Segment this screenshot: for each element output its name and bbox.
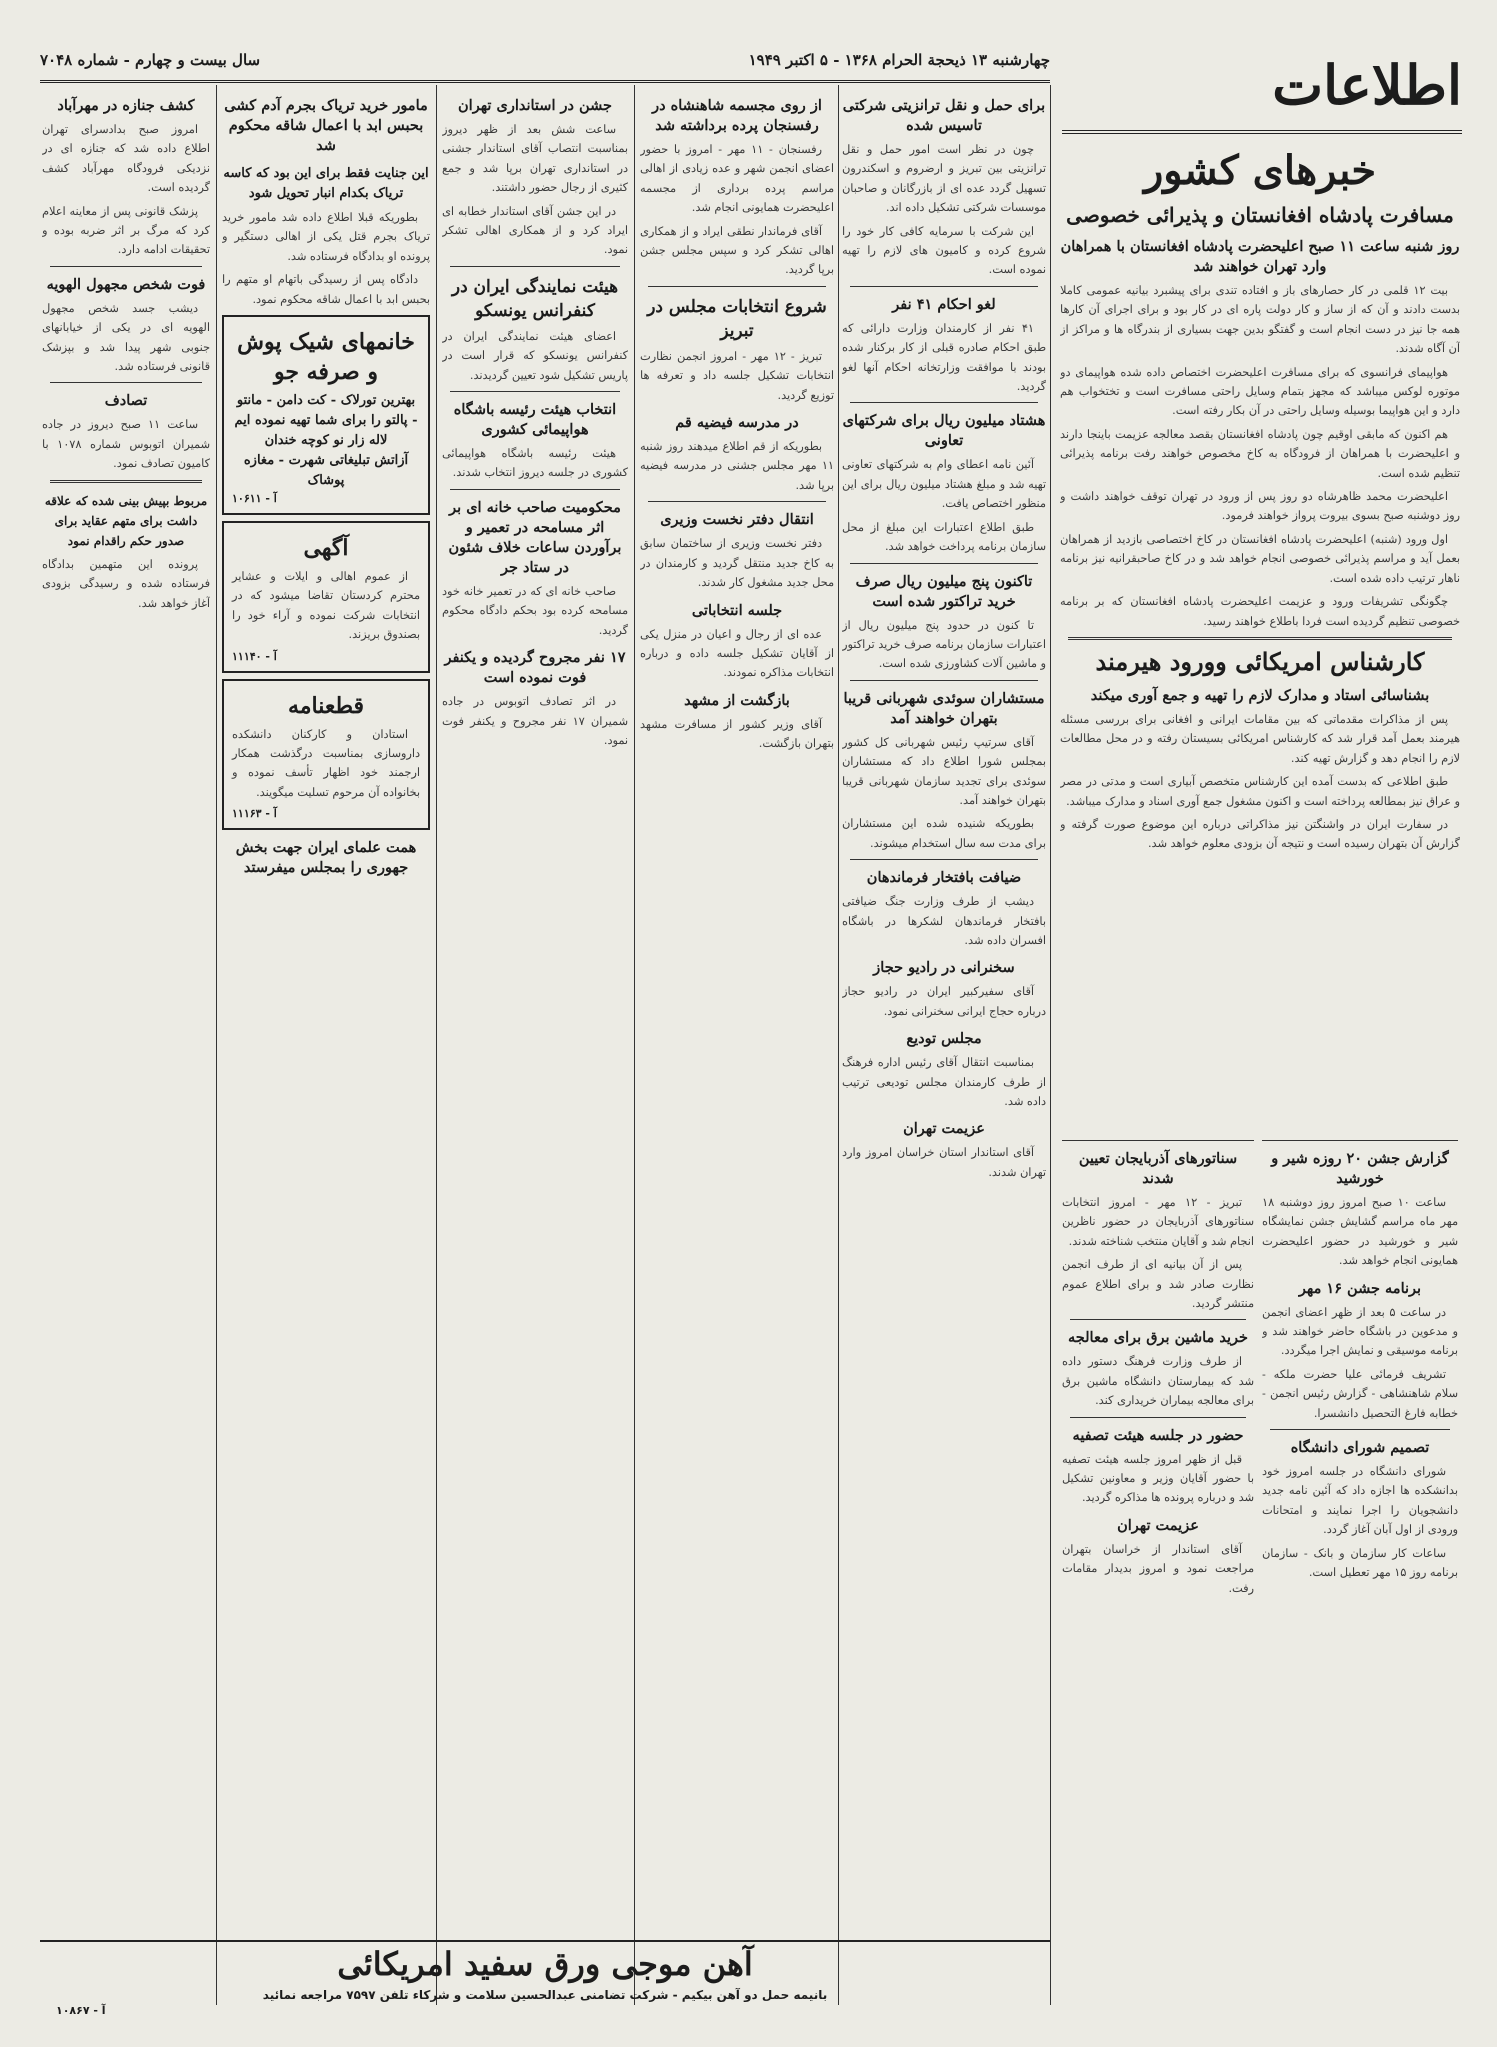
divider xyxy=(850,859,1038,860)
fashion-ad xyxy=(222,315,430,515)
lead-body: بیت ۱۲ قلمی در کار حصارهای باز و افتاده تندی برای پیشبرد بیانیه عمومی کاملا بدست دادند و آن که از ساز و کار دولت پاره ای در کار بود و برای اجرای آن کارها همه جا نیز در دست انجام است و گفتگو بدین جهت بسیاری از بندرگاه ها و مراکز از آن آگاه شدند. هواپیمای فرانسوی که برای مسافرت اعلیحضرت اختصاص داده شده هواپیمای دو موتوره لوکس میباشد که مجهز بتمام وسایل راحتی مسافرت است و تختخواب هم دارد و این هواپیما بوسیله وسایل راحتی در آن بکار رفته است. هم اکنون که مابقی اوقیم چون پادشاه افغانستان بقصد معالجه عزیمت باینجا دارند و اعلیحضرت با همراهان از فرودگاه به کاخ مخصوص خواهند رفت برنامه پذیرائی تنظیم شده است. اعلیحضرت محمد ظاهرشاه دو روز پس از ورود در تهران توقف خواهند داشت و روز دوشنبه صبح بسوی بیروت پرواز خواهند فرمود. اول ورود (شنبه) اعلیحضرت پادشاه افغانستان در کاخ اختصاصی بازدید از همراهان بعمل آید و مراسم پذیرائی خصوصی انجام خواهد شد و در کاخ صاحبقرانیه نیز برنامه ناهار ترتیب داده شده است. چگونگی تشریفات ورود و عزیمت اعلیحضرت پادشاه افغانستان که بر برنامه خصوصی تنظیم گردیده است فردا باطلاع خواهند رسید. xyxy=(1060,284,1460,628)
divider xyxy=(1070,1417,1246,1418)
divider xyxy=(50,382,202,383)
celebration-headline: گزارش جشن ۲۰ روزه شیر و خورشید xyxy=(1271,1150,1449,1187)
faiziyeh-headline: در مدرسه فیضیه قم xyxy=(675,414,799,432)
verdict-body: صاحب خانه ای که در تعمیر خانه خود مسامحه کرده بود بحکم دادگاه محکوم گردید. xyxy=(442,584,628,637)
injured-headline: ۱۷ نفر مجروح گردیده و یکنفر فوت نموده است xyxy=(444,649,626,687)
consultants-headline: مستشاران سوئدی شهربانی قریبا بتهران خواهند آمد xyxy=(843,689,1045,727)
resolution-box xyxy=(222,679,430,831)
footer-ad-sub: بانیمه حمل دو آهن بیکیم - شرکت تضامنی عبدالحسین سلامت و شرکاء تلفن ۷۵۹۷ مراجعه نمائید xyxy=(262,1988,828,2002)
tractor-headline: تاکنون پنج میلیون ریال صرف خرید تراکتور شده است xyxy=(855,572,1033,610)
issue-date: چهارشنبه ۱۳ ذیحجة الحرام ۱۳۶۸ - ۵ اکتبر ۱۹۴۹ xyxy=(748,51,1050,69)
death6-headline: فوت شخص مجهول الهویه xyxy=(46,275,206,293)
notice6-text: مربوط بپیش بینی شده که علاقه داشت برای متهم عقاید برای صدور حکم راقدام نمود xyxy=(44,493,208,548)
fashion-ad-title: خانمهای شیک پوش و صرفه جو xyxy=(237,329,415,386)
column-rule xyxy=(1050,85,1051,2005)
thanks-line: همت علمای ایران جهت بخش جهوری را بمجلس میفرستد xyxy=(235,839,417,877)
notice-body: از عموم اهالی و ایلات و عشایر محترم کردستان تقاضا میشود که در انتخابات شرکت نموده و آراء خود را بصندوق بریزند. xyxy=(232,570,420,642)
column-6 xyxy=(42,88,210,1938)
masthead-logo: اطلاعات xyxy=(1272,53,1462,117)
dean-body: شورای دانشگاه در جلسه امروز خود بدانشکده ها اجازه داد که آئین نامه جدید دانشجویان را اجرا نمایند و امتحانات ورودی از اول آبان آغاز گردد. ساعات کار سازمان و بانک - سازمان برنامه روز ۱۵ مهر تعطیل است. xyxy=(1262,1465,1458,1580)
unesco-headline: هیئت نمایندگی ایران در کنفرانس یونسکو xyxy=(451,276,619,321)
celebration4-body: ساعت شش بعد از ظهر دیروز بمناسبت انتصاب آقای استاندار جشنی در استانداری تهران برپا شد و جمع کثیری از رجال حضور داشتند. در این جشن آقای استاندار خطابه ای ایراد کرد و از همکاری اهالی تشکر نمود. xyxy=(442,123,628,257)
farewell-body: بمناسبت انتقال آقای رئیس اداره فرهنگ از طرف کارمندان مجلس تودیعی ترتیب داده شد. xyxy=(842,1056,1046,1108)
unesco-body: اعضای هیئت نمایندگی ایران در کنفرانس یونسکو که قرار است در پاریس تشکیل شود تعیین گردیدند. xyxy=(442,329,628,382)
funeral-headline: کشف جنازه در مهرآباد xyxy=(57,97,195,114)
aviation-headline: انتخاب هیئت رئیسه باشگاه هواپیمائی کشوری xyxy=(453,401,617,439)
death6-body: دیشب جسد شخص مجهول الهویه ای در یکی از خیابانهای جنوبی شهر پیدا شد و بپزشک قانونی فرستاده شد. xyxy=(42,301,210,374)
column-rule xyxy=(634,85,635,2005)
return-headline-col3: بازگشت از مشهد xyxy=(684,691,790,709)
expert-body: پس از مذاکرات مقدماتی که بین مقامات ایرانی و افغانی برای بررسی مسئله هیرمند بعمل آمد قرار شد که کارشناس امریکائی بسیستان رفته و در محل مطالعات لازم را انجام دهد و گزارش تهیه کند. طبق اطلاعی که بدست آمده این کارشناس متخصص آبیاری است و مدتی در مصر و عراق نیز بمطالعه پرداخته است و اکنون مشغول جمع آوری اسناد و مدارک میباشد. در سفارت ایران در واشنگتن نیز مذاکراتی درباره این موضوع صورت گرفته و گزارش آن بتهران رسیده است و نتیجه آن بزودی معلوم خواهد شد. xyxy=(1060,712,1460,851)
court-body: ۴۱ نفر از کارمندان وزارت دارائی که طبق احکام صادره قبلی از کار برکنار شده بودند با موافقت وزارتخانه احکام آنها لغو گردید. xyxy=(842,321,1046,394)
loan-body: آئین نامه اعطای وام به شرکتهای تعاونی تهیه شد و مبلغ هشتاد میلیون ریال برای این منظور اختصاص یافت. طبق اطلاع اعتبارات این مبلغ از محل سازمان برنامه پرداخت خواهد شد. xyxy=(842,458,1046,554)
death-headline: انتقال دفتر نخست وزیری xyxy=(660,511,814,529)
session-body: قبل از ظهر امروز جلسه هیئت تصفیه با حضور آقایان وزیر و معاونین تشکیل شد و درباره پرونده ها مذاکره گردید. xyxy=(1062,1452,1254,1505)
col6-more: پرونده این متهمین بدادگاه فرستاده شده و رسیدگی بزودی آغاز خواهد شد. xyxy=(42,557,210,610)
column-celebration xyxy=(1262,1140,1458,1941)
issue-header xyxy=(40,40,1050,83)
cooperative-body: چون در نظر است امور حمل و نقل ترانزیتی بین تبریز و ارضروم و اسکندرون تسهیل گردد عده ای از بازرگانان و صاحبان موسسات شرکتی تشکیل داده اند. این شرکت با سرمایه کافی کار خود را شروع کرده و کامیون های لازم را تهیه نموده است. xyxy=(842,143,1046,277)
resolution-code: ۱۱۱۶۳ - آ xyxy=(232,807,277,821)
meeting-body: عده ای از رجال و اعیان در منزل یکی از آقایان تشکیل جلسه داده و درباره انتخابات مذاکره نمودند. xyxy=(640,627,834,680)
azerbaijan-body: تبریز - ۱۲ مهر - امروز انتخابات سناتورهای آذربایجان در حضور ناظرین انجام شد و آقایان منتخب شناخته شدند. پس از آن بیانیه ای از طرف انجمن نظارت صادر شد و برای اطلاع عموم منتشر گردید. xyxy=(1062,1196,1254,1311)
arrest-sub: این جنایت فقط برای این بود که کاسه تریاک بکدام انبار تحویل شود xyxy=(223,166,429,201)
consultants-body: آقای سرتیپ رئیس شهربانی کل کشور بمجلس شورا اطلاع داد که مستشاران سوئدی برای تجدید سازمان شهربانی قریبا بتهران خواهند آمد. بطوریکه شنیده شده این مستشاران برای مدت سه سال استخدام میشوند. xyxy=(842,735,1046,850)
column-3 xyxy=(640,88,834,1938)
azerbaijan-headline: سناتورهای آذربایجان تعیین شدند xyxy=(1078,1150,1238,1187)
expert-headline: کارشناس امریکائی وورود هیرمند xyxy=(1095,646,1425,676)
program-body: در ساعت ۵ بعد از ظهر اعضای انجمن و مدعوین در باشگاه حاضر خواهند شد و برنامه موسیقی و نمایش اجرا میگردد. تشریف فرمائی علیا حضرت ملکه - سلام شاهنشاهی - گزارش رئیس انجمن - خطابه فارغ التحصیل دانشسرا. xyxy=(1262,1305,1458,1420)
elections-body: تبریز - ۱۲ مهر - امروز انجمن نظارت انتخابات تشکیل جلسه داد و تعرفه ها توزیع گردید. xyxy=(640,349,834,402)
electric-body: از طرف وزارت فرهنگ دستور داده شد که بیمارستان دانشگاه ماشین برق برای معالجه بیماران خریداری کند. xyxy=(1062,1355,1254,1408)
divider xyxy=(850,286,1038,287)
statue-body: رفسنجان - ۱۱ مهر - امروز با حضور اعضای انجمن شهر و عده زیادی از اهالی مراسم پرده برداری از مجسمه اعلیحضرت همایونی انجام شد. آقای فرماندار نطقی ایراد و از همکاری اهالی تشکر کرد و سپس مجلس جشن برپا گردید. xyxy=(640,143,834,277)
death-body: دفتر نخست وزیری از ساختمان سابق به کاخ جدید منتقل گردید و کارمندان در محل جدید مشغول کار شدند. xyxy=(640,537,834,590)
divider xyxy=(850,402,1038,403)
return-body: آقای استاندار از خراسان بتهران مراجعت نمود و امروز بدیدار مقامات رفت. xyxy=(1062,1542,1254,1595)
divider xyxy=(1070,1319,1246,1320)
divider xyxy=(850,680,1038,681)
column-4 xyxy=(442,88,628,1938)
divider xyxy=(850,563,1038,564)
divider xyxy=(1270,1429,1450,1430)
column-rule xyxy=(838,85,839,2005)
accident-headline: تصادف xyxy=(104,392,148,410)
statue-headline: از روی مجسمه شاهنشاه در رفسنجان پرده برداشته شد xyxy=(652,97,822,134)
radio-body: آقای سفیرکبیر ایران در رادیو حجاز درباره حجاج ایرانی سخنرانی نمود. xyxy=(842,985,1046,1018)
column-rule xyxy=(216,85,217,2005)
fashion-ad-line2: آزاتش تبلیغاتی شهرت - مغازه پوشاک xyxy=(243,453,409,489)
radio-headline: سخنرانی در رادیو حجاز xyxy=(873,959,1015,977)
column-rule xyxy=(436,85,437,2005)
dean-headline: تصمیم شورای دانشگاه xyxy=(1290,1439,1430,1457)
column-azerbaijan xyxy=(1062,1140,1254,1941)
celebration-body: ساعت ۱۰ صبح امروز روز دوشنبه ۱۸ مهر ماه مراسم گشایش جشن نمایشگاه شیر و خورشید در حضور اعلیحضرت همایونی انجام خواهد شد. xyxy=(1262,1196,1458,1268)
loan-headline: هشتاد میلیون ریال برای شرکتهای تعاونی xyxy=(842,412,1046,450)
farewell-headline: مجلس تودیع xyxy=(906,1030,982,1048)
lead-intro: روز شنبه ساعت ۱۱ صبح اعلیحضرت پادشاه افغانستان با همراهان وارد تهران خواهند شد xyxy=(1060,238,1460,275)
section-title: خبرهای کشور xyxy=(1143,147,1377,194)
electric-headline: خرید ماشین برق برای معالجه xyxy=(1068,1329,1248,1347)
verdict-headline: محکومیت صاحب خانه ای بر اثر مسامحه در تعمیر و برآوردن ساعات خلاف شئون در ستاد جر xyxy=(448,498,622,576)
celebration4-headline: جشن در استانداری تهران xyxy=(458,97,612,114)
issue-number: سال بیست و چهارم - شماره ۷۰۴۸ xyxy=(40,51,261,69)
divider xyxy=(648,501,826,502)
fashion-ad-code: ۱۰۶۱۱ - آ xyxy=(232,492,277,506)
expert-sub: بشناسائی استاد و مدارک لازم را تهیه و جمع آوری میکند xyxy=(1090,686,1430,704)
column-2 xyxy=(842,88,1046,1938)
iron-headline: ضیافت بافتخار فرماندهان xyxy=(866,869,1022,887)
funeral-body: امروز صبح بدادسرای تهران اطلاع داده شد که جنازه ای در نزدیکی فرودگاه مهرآباد کشف گردیده است. پزشک قانونی پس از معاینه اعلام کرد که مرگ بر اثر ضربه بوده و تحقیقات ادامه دارد. xyxy=(42,123,210,257)
fashion-ad-line1: بهترین تورلاک - کت دامن - مانتو - پالتو را برای شما تهیه نموده ایم لاله زار نو کوچه خندان xyxy=(234,393,418,449)
divider xyxy=(1068,637,1452,640)
aviation-body: هیئت رئیسه باشگاه هواپیمائی کشوری در جلسه دیروز انتخاب شدند. xyxy=(442,447,628,480)
resolution-title: قطعنامه xyxy=(287,692,365,719)
resolution-body: استادان و کارکنان دانشکده داروسازی بمناسبت درگذشت همکار ارجمند خود اظهار تأسف نموده و بخانواده آن مرحوم تسلیت میگویند. xyxy=(232,727,420,799)
arrest-headline: مامور خرید تریاک بجرم آدم کشی بحبس ابد با اعمال شاقه محکوم شد xyxy=(224,97,428,154)
iron-body: دیشب از طرف وزارت جنگ ضیافتی بافتخار فرماندهان لشکرها در باشگاه افسران داده شد. xyxy=(842,895,1046,947)
divider xyxy=(450,266,620,267)
divider xyxy=(450,489,620,490)
reception-headline: عزیمت تهران xyxy=(903,1120,985,1138)
divider xyxy=(648,286,826,287)
cooperative-headline: برای حمل و نقل ترانزیتی شرکتی تاسیس شده xyxy=(842,97,1046,134)
lead-headline: مسافرت پادشاه افغانستان و پذیرائی خصوصی xyxy=(1066,203,1454,227)
accident-body: ساعت ۱۱ صبح دیروز در جاده شمیران اتوبوس شماره ۱۰۷۸ با کامیون تصادف نمود. xyxy=(42,418,210,471)
return-body-col3: آقای وزیر کشور از مسافرت مشهد بتهران بازگشت. xyxy=(640,717,834,751)
divider xyxy=(450,391,620,392)
notice-code: ۱۱۱۴۰ - آ xyxy=(232,649,277,663)
column-5 xyxy=(222,88,430,1938)
court-headline: لغو احکام ۴۱ نفر xyxy=(892,295,996,313)
footer-ad-title: آهن موجی ورق سفید امریکائی xyxy=(337,1945,753,1983)
faiziyeh-body: بطوریکه از قم اطلاع میدهند روز شنبه ۱۱ مهر مجلس جشنی در مدرسه فیضیه برپا شد. xyxy=(640,440,834,492)
reception-body: آقای استاندار استان خراسان امروز وارد تهران شدند. xyxy=(842,1146,1046,1179)
divider xyxy=(50,266,202,267)
divider xyxy=(50,480,202,483)
notice-box xyxy=(222,521,430,673)
session-headline: حضور در جلسه هیئت تصفیه xyxy=(1072,1426,1244,1444)
injured-body: در اثر تصادف اتوبوس در جاده شمیران ۱۷ نفر مجروح و یکنفر فوت نمود. xyxy=(442,695,628,747)
tractor-body: تا کنون در حدود پنج میلیون ریال از اعتبارات سازمان برنامه صرف خرید تراکتور و ماشین آلات کشاورزی شده است. xyxy=(842,618,1046,671)
return-headline: عزیمت تهران xyxy=(1117,1516,1199,1534)
masthead xyxy=(1062,50,1462,134)
meeting-headline: جلسه انتخاباتی xyxy=(691,601,783,619)
footer-advertisement xyxy=(40,1940,1050,2032)
elections-headline: شروع انتخابات مجلس در تبریز xyxy=(647,296,827,341)
arrest-body: بطوریکه قبلا اطلاع داده شد مامور خرید تریاک بجرم قتل یکی از اهالی دستگیر و پرونده او بدادگاه فرستاده شد. دادگاه پس از رسیدگی باتهام او متهم را بحبس ابد با اعمال شاقه محکوم نمود. xyxy=(222,211,430,306)
program-head: برنامه جشن ۱۶ مهر xyxy=(1298,1279,1422,1297)
notice-title: آگهی xyxy=(303,535,349,562)
footer-ad-code: ۱۰۸۶۷ - آ xyxy=(56,2004,106,2017)
